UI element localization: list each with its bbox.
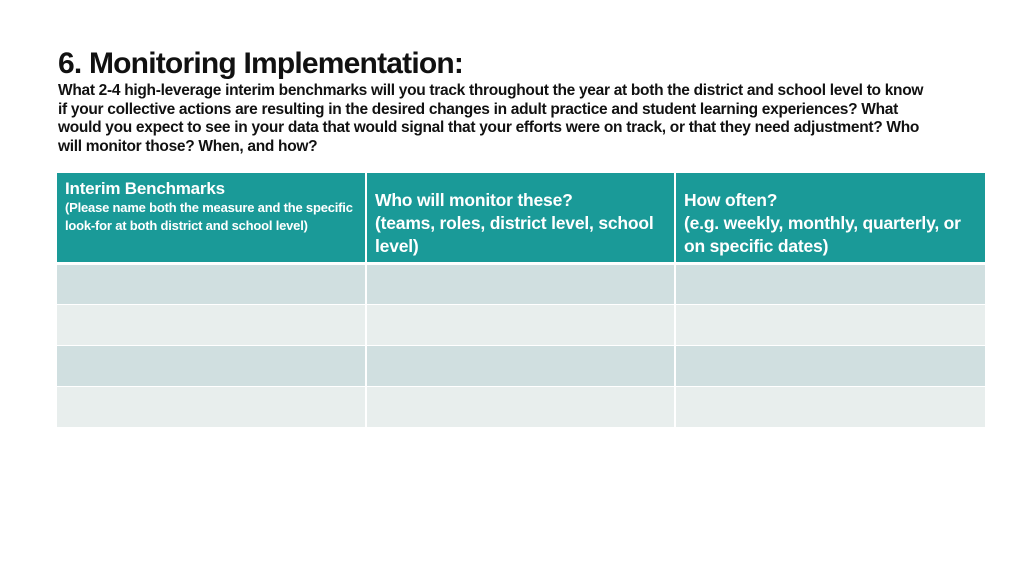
table-cell-frequency[interactable] <box>675 305 985 346</box>
benchmarks-table <box>57 173 985 428</box>
table-cell-monitor[interactable] <box>366 346 675 387</box>
table-row <box>57 387 985 428</box>
table-cell-benchmark[interactable] <box>57 264 366 305</box>
table-row <box>57 305 985 346</box>
column-title-block <box>375 179 666 258</box>
column-header-who-will-monitor <box>366 173 675 264</box>
column-title: Who will monitor these? <box>375 190 573 210</box>
table-header-row <box>57 173 985 264</box>
table-cell-monitor[interactable] <box>366 264 675 305</box>
instructions-text: What 2-4 high-leverage interim benchmarks will you track throughout the year at both the district and school level to know if your collective actions are resulting in the desired changes in adult practice and student learning experiences? What would you expect to see in your data that would signal that your efforts were on track, or that they need adjustment? Who will monitor those? When, and how? <box>58 82 924 155</box>
column-header-how-often <box>675 173 985 264</box>
table-cell-benchmark[interactable] <box>57 387 366 428</box>
column-note: (e.g. weekly, monthly, quarterly, or on specific dates) <box>684 213 961 256</box>
table-row <box>57 264 985 305</box>
column-note: (teams, roles, district level, school level) <box>375 213 654 256</box>
page-title: 6. Monitoring Implementation: <box>58 47 464 80</box>
column-note: (Please name both the measure and the specific look-for at both district and school level) <box>65 200 353 233</box>
column-header-interim-benchmarks <box>57 173 366 264</box>
table-cell-frequency[interactable] <box>675 264 985 305</box>
table-cell-monitor[interactable] <box>366 387 675 428</box>
table-cell-benchmark[interactable] <box>57 346 366 387</box>
column-title: How often? <box>684 190 778 210</box>
column-title-block <box>684 179 977 258</box>
table-cell-benchmark[interactable] <box>57 305 366 346</box>
table-cell-monitor[interactable] <box>366 305 675 346</box>
column-title: Interim Benchmarks <box>65 179 225 198</box>
table-cell-frequency[interactable] <box>675 346 985 387</box>
table-cell-frequency[interactable] <box>675 387 985 428</box>
table-row <box>57 346 985 387</box>
